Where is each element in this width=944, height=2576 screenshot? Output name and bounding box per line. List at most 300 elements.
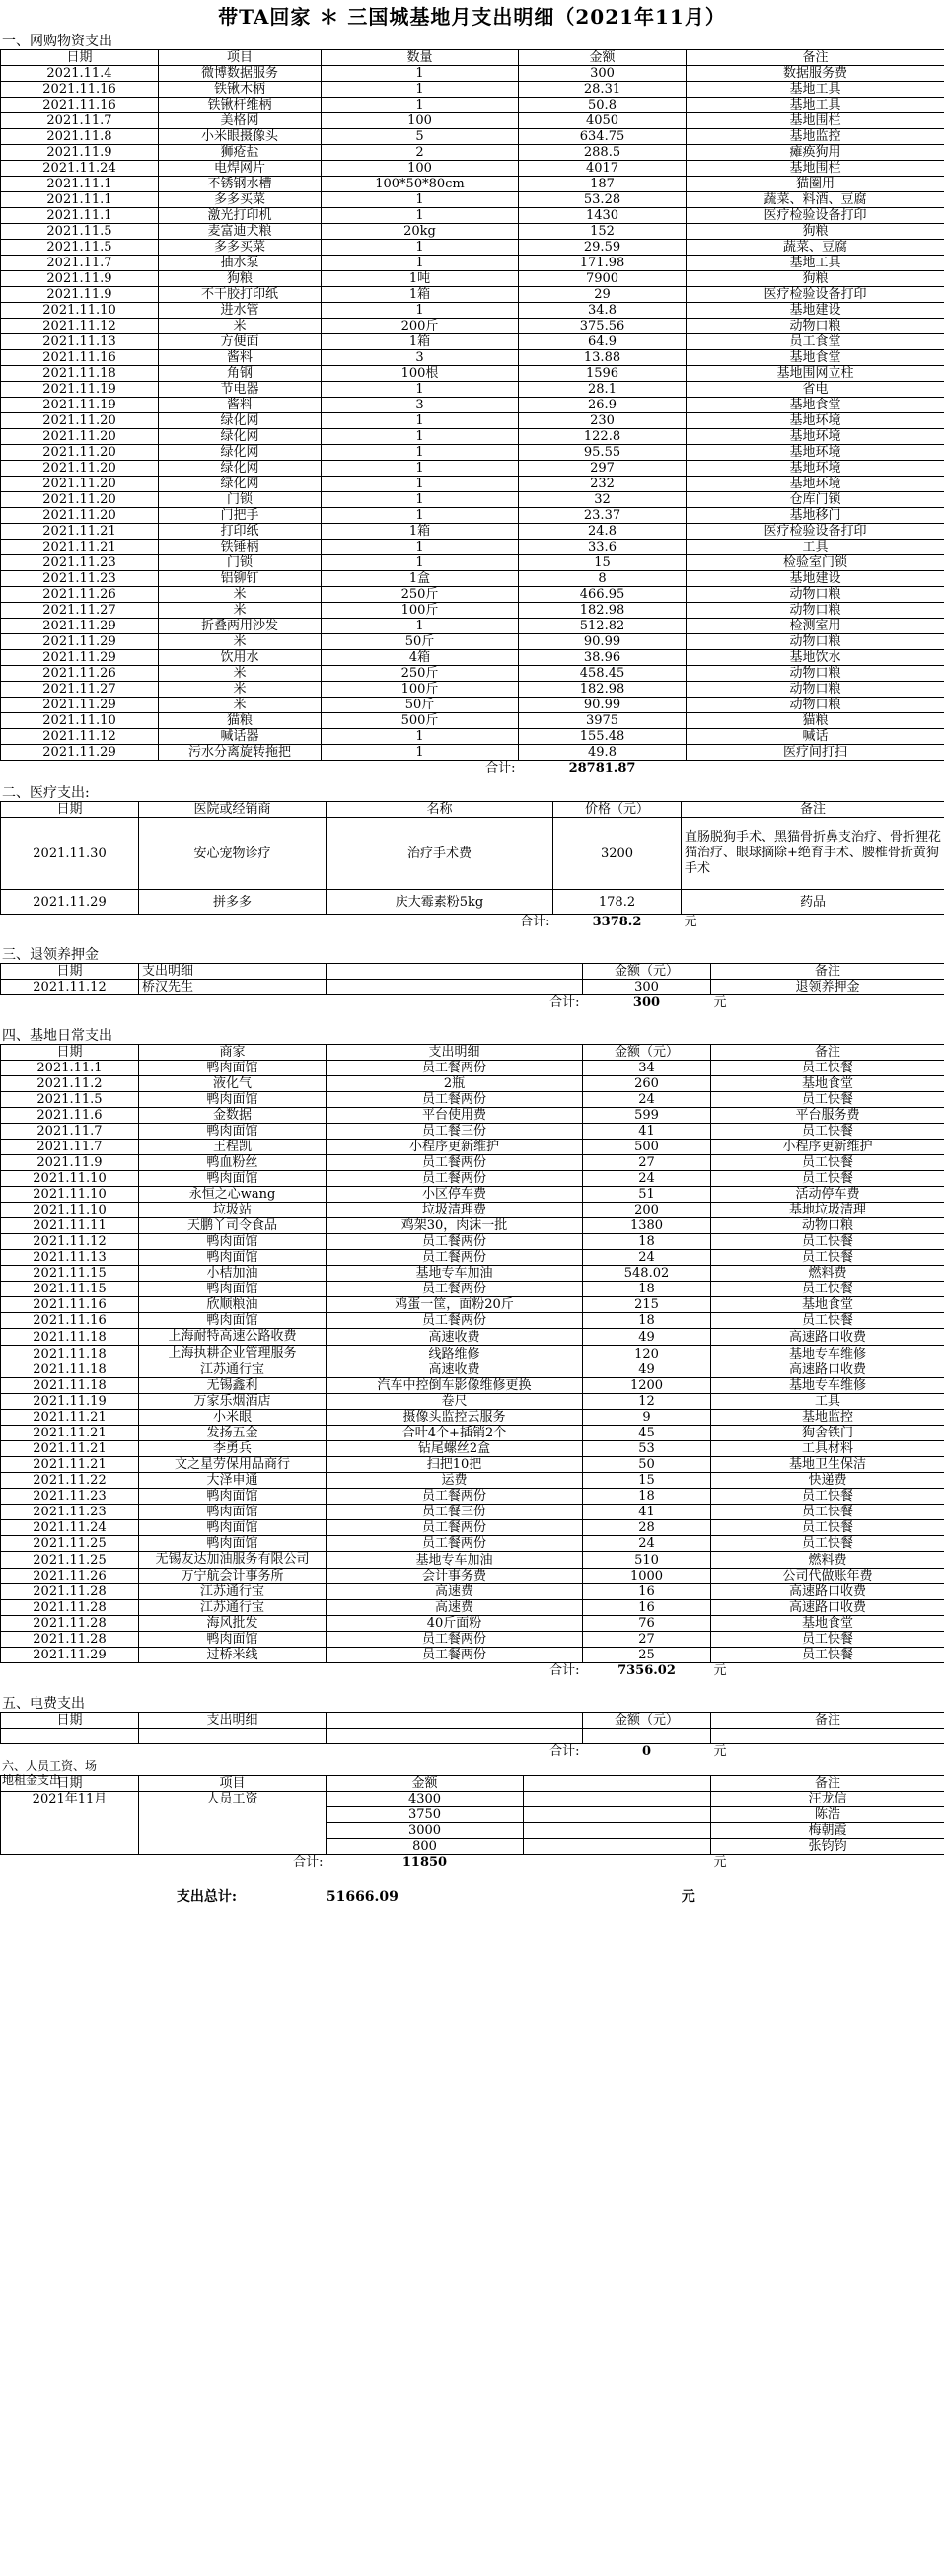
cell-amount: 24: [583, 1092, 711, 1108]
header-date: 日期: [1, 1776, 139, 1792]
cell-amount: 9: [583, 1410, 711, 1426]
cell-item: 米: [159, 319, 322, 334]
cell-item: 抽水泵: [159, 256, 322, 271]
cell-note: 仓库门锁: [687, 492, 944, 508]
cell-date: 2021.11.16: [1, 98, 159, 113]
table-row: [1, 303, 944, 319]
cell-detail: 高速费: [327, 1584, 583, 1600]
cell-note: 基地饮水: [687, 650, 944, 666]
cell-detail: 高速收费: [327, 1329, 583, 1346]
cell-item: 微博数据服务: [159, 66, 322, 82]
cell-note: 检测室用: [687, 619, 944, 634]
cell-date: 2021.11.25: [1, 1536, 139, 1552]
cell-date: 2021.11.12: [1, 319, 159, 334]
table-row: [1, 1520, 944, 1536]
cell-item: 米: [159, 603, 322, 619]
cell-quantity: 1: [322, 729, 519, 745]
cell-date: 2021.11.9: [1, 1155, 139, 1171]
cell-detail: 员工餐两份: [327, 1536, 583, 1552]
cell-date: 2021.11.21: [1, 1410, 139, 1426]
cell-quantity: 1: [322, 619, 519, 634]
cell-note: 公司代做账年费: [711, 1569, 944, 1584]
cell-date: 2021.11.18: [1, 366, 159, 382]
cell-item: 小米眼摄像头: [159, 129, 322, 145]
medical-total-label: 合计:: [520, 915, 550, 929]
cell-amount: 4017: [519, 161, 687, 177]
cell-note: 员工快餐: [711, 1061, 944, 1076]
grand-total-value: 51666.09: [326, 1889, 399, 1905]
table-row: [1, 1108, 944, 1124]
cell-quantity: 1箱: [322, 334, 519, 350]
cell-date: 2021.11.7: [1, 256, 159, 271]
cell-detail: 员工餐两份: [327, 1520, 583, 1536]
cell-date: 2021.11.5: [1, 240, 159, 256]
cell-note: 医疗检验设备打印: [687, 287, 944, 303]
cell-merchant: 鸭肉面馆: [139, 1632, 327, 1648]
cell-date: 2021.11.11: [1, 1218, 139, 1234]
cell-note: 员工快餐: [711, 1282, 944, 1297]
cell-amount: 297: [519, 461, 687, 477]
cell-merchant: 鸭肉面馆: [139, 1171, 327, 1187]
header-detail: 支出明细: [139, 964, 327, 980]
table-row: [1, 161, 944, 177]
cell-item: 绿化网: [159, 429, 322, 445]
cell-date: 2021.11.15: [1, 1266, 139, 1282]
cell-detail: 高速收费: [327, 1362, 583, 1378]
cell-note: 基地专车维修: [711, 1346, 944, 1362]
cell-note: 医疗检验设备打印: [687, 208, 944, 224]
cell-note: 工具: [687, 540, 944, 555]
cell-quantity: 1: [322, 477, 519, 492]
table-row: [1, 66, 944, 82]
cell-date: 2021.11.1: [1, 1061, 139, 1076]
cell-date: 2021.11.29: [1, 890, 139, 915]
header-date: 日期: [1, 1045, 139, 1061]
cell-detail: 2瓶: [327, 1076, 583, 1092]
cell-date: 2021.11.23: [1, 571, 159, 587]
cell-item: 狮疮盐: [159, 145, 322, 161]
cell-quantity: 250斤: [322, 666, 519, 682]
table-row: [1, 287, 944, 303]
cell-date: 2021.11.23: [1, 555, 159, 571]
cell-price: 3200: [553, 818, 682, 890]
cell-note: 动物口粮: [711, 1218, 944, 1234]
cell-merchant: 鸭肉面馆: [139, 1282, 327, 1297]
grand-total: [0, 1887, 944, 1907]
cell-note: 员工快餐: [711, 1250, 944, 1266]
cell-merchant: 王程凯: [139, 1140, 327, 1155]
cell-quantity: 5: [322, 129, 519, 145]
cell-note: 员工快餐: [711, 1520, 944, 1536]
header-note: 备注: [687, 50, 944, 66]
table-row: [1, 413, 944, 429]
cell-merchant: 垃圾站: [139, 1203, 327, 1218]
table-row: [1, 1266, 944, 1282]
cell-date: 2021.11.21: [1, 540, 159, 555]
cell-note: 基地建设: [687, 571, 944, 587]
cell-date: 2021.11.26: [1, 1569, 139, 1584]
table-row: [1, 477, 944, 492]
cell-note: 蔬菜、料酒、豆腐: [687, 192, 944, 208]
cell-note: 基地建设: [687, 303, 944, 319]
cell-quantity: 1: [322, 555, 519, 571]
cell-date: 2021.11.5: [1, 224, 159, 240]
cell-amount: 18: [583, 1234, 711, 1250]
cell-merchant: 李勇兵: [139, 1441, 327, 1457]
cell-quantity: 3: [322, 398, 519, 413]
cell-amount: 1380: [583, 1218, 711, 1234]
cell-detail: 员工餐两份: [327, 1282, 583, 1297]
cell-note: 基地移门: [687, 508, 944, 524]
cell-item: 节电器: [159, 382, 322, 398]
table-row: [1, 713, 944, 729]
table-row: [1, 587, 944, 603]
cell-detail: 高速费: [327, 1600, 583, 1616]
cell-merchant: 文之星劳保用品商行: [139, 1457, 327, 1473]
cell-note: 基地围栏: [687, 161, 944, 177]
cell-amount: 51: [583, 1187, 711, 1203]
cell-note: 员工快餐: [711, 1648, 944, 1663]
cell-person: 梅朝霞: [711, 1823, 944, 1839]
table-row: [1, 1234, 944, 1250]
table-row: [1, 666, 944, 682]
cell-merchant: 万宁航会计事务所: [139, 1569, 327, 1584]
cell-detail: 鸡架30，肉沫一批: [327, 1218, 583, 1234]
cell-item: 角钢: [159, 366, 322, 382]
table-row: [1, 1410, 944, 1426]
table-row: [1, 1346, 944, 1362]
cell-detail: 员工餐三份: [327, 1124, 583, 1140]
cell-amount: 24: [583, 1250, 711, 1266]
header-amount: 金额（元）: [583, 964, 711, 980]
cell-quantity: 1盒: [322, 571, 519, 587]
cell-date: 2021.11.29: [1, 698, 159, 713]
cell-note: 燃料费: [711, 1266, 944, 1282]
cell-date: 2021.11.7: [1, 1140, 139, 1155]
cell-item: 打印纸: [159, 524, 322, 540]
cell-item: 人员工资: [139, 1792, 327, 1855]
cell-quantity: 1: [322, 208, 519, 224]
table-row: [1, 1616, 944, 1632]
cell-date: 2021.11.21: [1, 1441, 139, 1457]
cell-quantity: 1: [322, 82, 519, 98]
table-row: [1, 1457, 944, 1473]
cell-note: 动物口粮: [687, 682, 944, 698]
cell-quantity: 1吨: [322, 271, 519, 287]
cell-amount: 13.88: [519, 350, 687, 366]
cell-merchant: 过桥米线: [139, 1648, 327, 1663]
cell-quantity: 100根: [322, 366, 519, 382]
cell-date: 2021.11.7: [1, 113, 159, 129]
table-row: [1, 256, 944, 271]
cell-merchant: 鸭肉面馆: [139, 1536, 327, 1552]
cell-item: 狗粮: [159, 271, 322, 287]
cell-date: 2021.11.13: [1, 1250, 139, 1266]
cell-item: 麦富迪犬粮: [159, 224, 322, 240]
table-row: [1, 603, 944, 619]
cell-note: 猫圈用: [687, 177, 944, 192]
cell-note: 动物口粮: [687, 634, 944, 650]
cell-detail: 合叶4个+插销2个: [327, 1426, 583, 1441]
cell-detail: 员工餐两份: [327, 1648, 583, 1663]
cell-note: 检验室门锁: [687, 555, 944, 571]
cell-amount: 15: [519, 555, 687, 571]
cell-item: 电焊网片: [159, 161, 322, 177]
daily-total-unit: 元: [713, 1663, 727, 1678]
deposit-total-unit: 元: [713, 995, 727, 1010]
cell-amount: 33.6: [519, 540, 687, 555]
cell-note: 基地环境: [687, 461, 944, 477]
cell-item: 激光打印机: [159, 208, 322, 224]
section-daily-heading: 四、基地日常支出: [2, 1028, 112, 1044]
cell-note: 瘫痪狗用: [687, 145, 944, 161]
header-amount: 金额（元）: [583, 1713, 711, 1729]
cell-item: 铝铆钉: [159, 571, 322, 587]
cell-quantity: 1: [322, 66, 519, 82]
cell-item: 铁锤柄: [159, 540, 322, 555]
cell-merchant: 鸭肉面馆: [139, 1313, 327, 1329]
cell-date: 2021.11.12: [1, 980, 139, 995]
cell-item: 铁锹木柄: [159, 82, 322, 98]
cell-note: 医疗间打扫: [687, 745, 944, 761]
table-row: [1, 334, 944, 350]
cell-amount: 288.5: [519, 145, 687, 161]
cell-amount: 260: [583, 1076, 711, 1092]
cell-detail: 员工餐两份: [327, 1092, 583, 1108]
table-row: [1, 1600, 944, 1616]
cell-item: 不锈钢水槽: [159, 177, 322, 192]
cell-quantity: 50斤: [322, 634, 519, 650]
cell-detail: 40斤面粉: [327, 1616, 583, 1632]
cell-person: 张钧钧: [711, 1839, 944, 1855]
cell-date: 2021.11.16: [1, 350, 159, 366]
cell-date: 2021.11.19: [1, 382, 159, 398]
cell-note: 基地监控: [687, 129, 944, 145]
cell-item: 米: [159, 666, 322, 682]
header-name: 名称: [327, 802, 553, 818]
cell-quantity: 100斤: [322, 603, 519, 619]
cell-amount: 53: [583, 1441, 711, 1457]
cell-quantity: 1: [322, 540, 519, 555]
header-date: 日期: [1, 1713, 139, 1729]
table-row: [1, 445, 944, 461]
table-row: [1, 192, 944, 208]
table-row: [1, 818, 944, 890]
header-date: 日期: [1, 802, 139, 818]
cell-quantity: 1: [322, 240, 519, 256]
cell-amount: 27: [583, 1632, 711, 1648]
daily-header-row: [1, 1045, 944, 1061]
header-amount: 金额（元）: [583, 1045, 711, 1061]
cell-merchant: 鸭肉面馆: [139, 1234, 327, 1250]
cell-amount: 25: [583, 1648, 711, 1663]
table-row: [1, 1473, 944, 1489]
cell-item: 绿化网: [159, 445, 322, 461]
cell-merchant: 鸭肉面馆: [139, 1124, 327, 1140]
cell-note: 基地环境: [687, 413, 944, 429]
cell-amount: 16: [583, 1584, 711, 1600]
cell-amount: 3750: [327, 1807, 524, 1823]
cell-amount: 300: [519, 66, 687, 82]
cell-amount: 500: [583, 1140, 711, 1155]
cell-amount: 171.98: [519, 256, 687, 271]
deposit-total-value: 300: [632, 995, 661, 1010]
cell-amount: 4050: [519, 113, 687, 129]
cell-note: 动物口粮: [687, 698, 944, 713]
cell-amount: 1430: [519, 208, 687, 224]
cell-amount: 375.56: [519, 319, 687, 334]
cell-amount: 28.1: [519, 382, 687, 398]
table-row: [1, 650, 944, 666]
cell-date: 2021.11.16: [1, 82, 159, 98]
cell-amount: 24: [583, 1171, 711, 1187]
electric-total-row: [1, 1744, 944, 1760]
cell-date: 2021.11.20: [1, 492, 159, 508]
cell-amount: 28.31: [519, 82, 687, 98]
table-row: [1, 1505, 944, 1520]
cell-detail: 员工餐两份: [327, 1250, 583, 1266]
table-row: [1, 1297, 944, 1313]
table-row: [1, 540, 944, 555]
cell-price: 178.2: [553, 890, 682, 915]
cell-amount: 230: [519, 413, 687, 429]
cell-detail: 汽车中控倒车影像维修更换: [327, 1378, 583, 1394]
table-row: [1, 271, 944, 287]
daily-total-label: 合计:: [549, 1663, 580, 1678]
table-row: [1, 1171, 944, 1187]
table-row: [1, 1250, 944, 1266]
table-row: [1, 745, 944, 761]
cell-amount: 41: [583, 1124, 711, 1140]
cell-merchant: 万家乐烟酒店: [139, 1394, 327, 1410]
header-item: 项目: [139, 1776, 327, 1792]
cell-quantity: 1箱: [322, 524, 519, 540]
cell-date: 2021.11.20: [1, 461, 159, 477]
cell-merchant: 上海耐特高速公路收费: [139, 1329, 327, 1346]
cell-note: 员工快餐: [711, 1536, 944, 1552]
deposit-header-row: [1, 964, 944, 980]
cell-note: 基地工具: [687, 82, 944, 98]
cell-date: 2021.11.26: [1, 666, 159, 682]
cell-merchant: 江苏通行宝: [139, 1584, 327, 1600]
table-row: [1, 1489, 944, 1505]
cell-amount: 3975: [519, 713, 687, 729]
cell-amount: 155.48: [519, 729, 687, 745]
cell-item: 猫粮: [159, 713, 322, 729]
cell-amount: 50: [583, 1457, 711, 1473]
header-note: 备注: [711, 1776, 944, 1792]
cell-note: 药品: [682, 890, 944, 915]
table-row: [1, 1362, 944, 1378]
header-amount: 金额: [519, 50, 687, 66]
cell-quantity: 1: [322, 98, 519, 113]
cell-date: 2021.11.12: [1, 729, 159, 745]
cell-amount: 28: [583, 1520, 711, 1536]
cell-quantity: 1: [322, 508, 519, 524]
cell-note: 高速路口收费: [711, 1584, 944, 1600]
cell-name: 治疗手术费: [327, 818, 553, 890]
cell-merchant: 上海执耕企业管理服务: [139, 1346, 327, 1362]
table-row: [1, 113, 944, 129]
table-row: [1, 1729, 944, 1744]
cell-amount: 90.99: [519, 634, 687, 650]
cell-amount: 32: [519, 492, 687, 508]
purchases-total-value: 28781.87: [568, 761, 636, 775]
table-row: [1, 1203, 944, 1218]
section-deposit-heading: 三、退领养押金: [2, 947, 99, 963]
cell-item: 门锁: [159, 555, 322, 571]
cell-amount: 634.75: [519, 129, 687, 145]
cell-amount: 599: [583, 1108, 711, 1124]
cell-amount: 34: [583, 1061, 711, 1076]
cell-item: 不干胶打印纸: [159, 287, 322, 303]
cell-item: 米: [159, 698, 322, 713]
electric-table: [0, 1712, 944, 1759]
cell-detail: 卷尺: [327, 1394, 583, 1410]
cell-item: 多多买菜: [159, 240, 322, 256]
table-row: [1, 224, 944, 240]
cell-note: 高速路口收费: [711, 1600, 944, 1616]
section-salary-heading-line1: 六、人员工资、场: [2, 1759, 98, 1773]
cell-amount: 45: [583, 1426, 711, 1441]
cell-date: 2021.11.21: [1, 524, 159, 540]
cell-quantity: 1: [322, 382, 519, 398]
table-row: [1, 508, 944, 524]
cell-note: 快递费: [711, 1473, 944, 1489]
cell-merchant: 小米眼: [139, 1410, 327, 1426]
cell-quantity: 20kg: [322, 224, 519, 240]
cell-item: 喊话器: [159, 729, 322, 745]
cell-date: 2021.11.16: [1, 1297, 139, 1313]
cell-date: 2021.11.9: [1, 271, 159, 287]
cell-name: 庆大霉素粉5kg: [327, 890, 553, 915]
cell-note: 狗粮: [687, 224, 944, 240]
cell-item: 美格网: [159, 113, 322, 129]
cell-date: 2021.11.9: [1, 287, 159, 303]
cell-amount: 1000: [583, 1569, 711, 1584]
cell-amount: 38.96: [519, 650, 687, 666]
cell-amount: 49: [583, 1329, 711, 1346]
cell-note: 狗舍铁门: [711, 1426, 944, 1441]
cell-note: 工具材料: [711, 1441, 944, 1457]
cell-amount: 182.98: [519, 603, 687, 619]
cell-date: 2021.11.28: [1, 1616, 139, 1632]
cell-merchant: 发扬五金: [139, 1426, 327, 1441]
cell-note: 高速路口收费: [711, 1362, 944, 1378]
purchases-total-row: [1, 761, 944, 776]
cell-merchant: 小桔加油: [139, 1266, 327, 1282]
medical-table: [0, 801, 944, 929]
cell-note: 基地工具: [687, 256, 944, 271]
table-row: [1, 382, 944, 398]
section-medical-heading: 二、医疗支出:: [2, 785, 90, 801]
cell-date: 2021.11.10: [1, 1203, 139, 1218]
deposit-total-label: 合计:: [549, 995, 580, 1010]
cell-note: 猫粮: [687, 713, 944, 729]
cell-detail: 员工餐两份: [327, 1234, 583, 1250]
table-row: [1, 1061, 944, 1076]
salary-table: [0, 1775, 944, 1870]
cell-date: 2021.11.10: [1, 303, 159, 319]
cell-date: 2021.11.29: [1, 745, 159, 761]
cell-detail: 鸡蛋一筐，面粉20斤: [327, 1297, 583, 1313]
cell-amount: 152: [519, 224, 687, 240]
cell-note: 基地监控: [711, 1410, 944, 1426]
table-row: [1, 82, 944, 98]
cell-quantity: 1: [322, 492, 519, 508]
header-note: 备注: [682, 802, 944, 818]
salary-total-row: [1, 1855, 944, 1871]
